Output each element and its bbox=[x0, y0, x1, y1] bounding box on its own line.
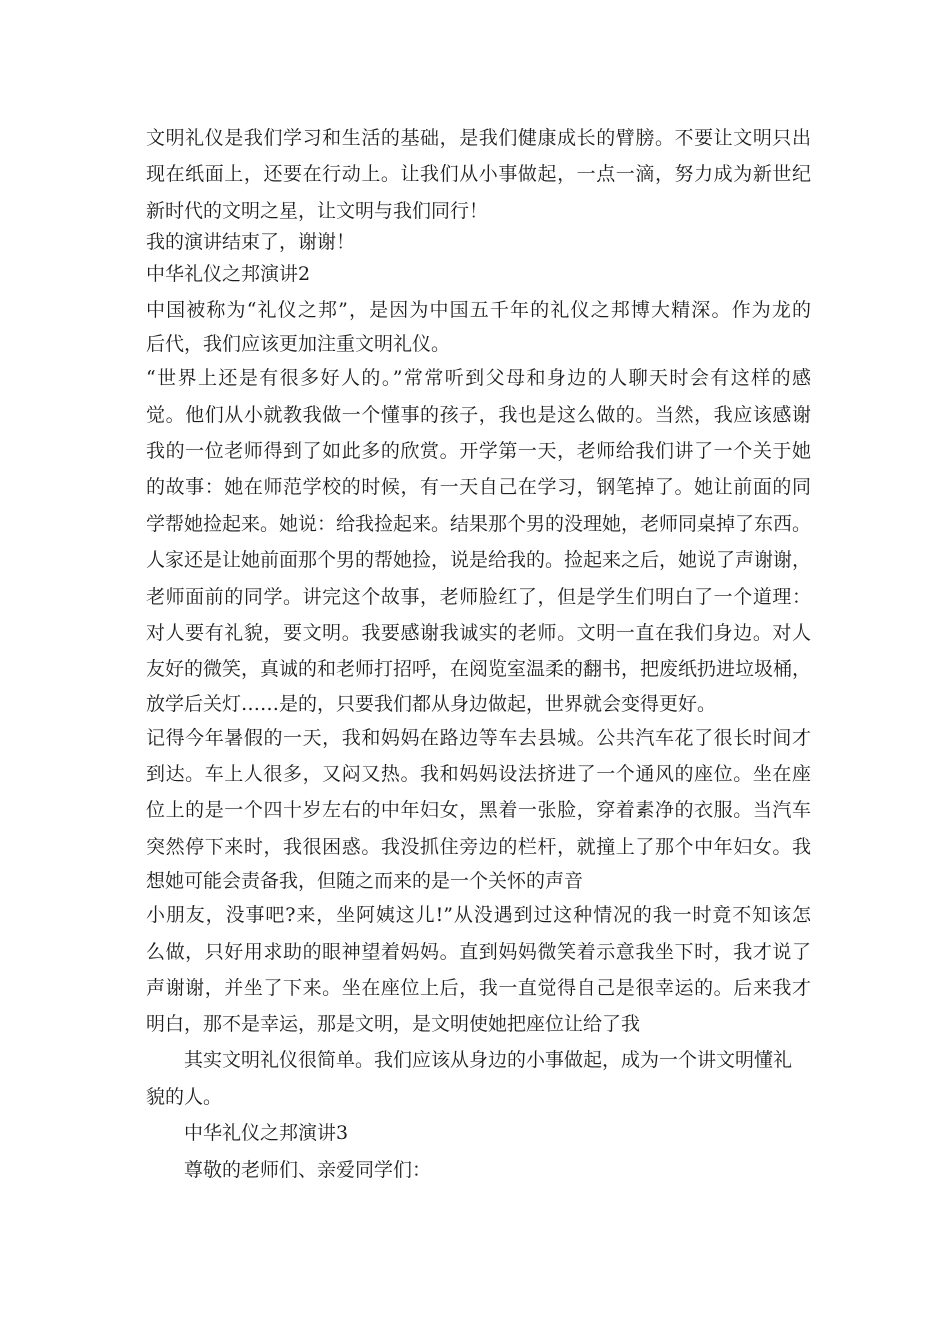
section-heading: 中华礼仪之邦演讲3 bbox=[184, 1122, 349, 1145]
text-line: 后代，我们应该更加注重文明礼仪。 bbox=[146, 333, 451, 356]
text-line: 新时代的文明之星，让文明与我们同行！ bbox=[146, 199, 489, 222]
text-line: 貌的人。 bbox=[146, 1085, 223, 1108]
text-line: 我的演讲结束了，谢谢！ bbox=[146, 231, 356, 254]
text-line: 觉。他们从小就教我做一个懂事的孩子，我也是这么做的。当然，我应该感谢 bbox=[146, 403, 811, 426]
text-line: 明白，那不是幸运，那是文明，是文明使她把座位让给了我 bbox=[146, 1013, 641, 1036]
text-line: 么做，只好用求助的眼神望着妈妈。直到妈妈微笑着示意我坐下时，我才说了 bbox=[146, 940, 811, 963]
text-line: 声谢谢，并坐了下来。坐在座位上后，我一直觉得自己是很幸运的。后来我才 bbox=[146, 977, 811, 1000]
salutation: 尊敬的老师们、亲爱同学们： bbox=[184, 1158, 432, 1181]
text-line: 记得今年暑假的一天，我和妈妈在路边等车去县城。公共汽车花了很长时间才 bbox=[146, 726, 811, 749]
text-line: 想她可能会责备我，但随之而来的是一个关怀的声音 bbox=[146, 870, 584, 893]
text-line: 友好的微笑，真诚的和老师打招呼，在阅览室温柔的翻书，把废纸扔进垃圾桶， bbox=[146, 658, 812, 681]
text-line: 文明礼仪是我们学习和生活的基础，是我们健康成长的臂膀。不要让文明只出 bbox=[146, 127, 811, 149]
text-line: 我的一位老师得到了如此多的欣赏。开学第一天，老师给我们讲了一个关于她 bbox=[146, 439, 811, 462]
text-line: 突然停下来时，我很困惑。我没抓住旁边的栏杆，就撞上了那个中年妇女。我 bbox=[146, 835, 811, 858]
text-line: 老师面前的同学。讲完这个故事，老师脸红了，但是学生们明白了一个道理： bbox=[146, 585, 811, 608]
text-line: 的故事：她在师范学校的时候，有一天自己在学习，钢笔掉了。她让前面的同 bbox=[146, 476, 811, 499]
section-heading: 中华礼仪之邦演讲2 bbox=[146, 263, 311, 286]
document-body bbox=[146, 120, 811, 1188]
text-line: 学帮她捡起来。她说：给我捡起来。结果那个男的没理她，老师同桌掉了东西。 bbox=[146, 512, 812, 535]
text-line: 到达。车上人很多，又闷又热。我和妈妈设法挤进了一个通风的座位。坐在座 bbox=[146, 763, 811, 786]
text-line: 其实文明礼仪很简单。我们应该从身边的小事做起，成为一个讲文明懂礼 bbox=[184, 1049, 793, 1072]
text-line: 位上的是一个四十岁左右的中年妇女，黑着一张脸，穿着素净的衣服。当汽车 bbox=[146, 799, 811, 822]
text-line: 中国被称为“礼仪之邦”，是因为中国五千年的礼仪之邦博大精深。作为龙的 bbox=[146, 299, 811, 322]
text-line: 对人要有礼貌，要文明。我要感谢我诚实的老师。文明一直在我们身边。对人 bbox=[146, 621, 811, 644]
text-line: 人家还是让她前面那个男的帮她捡，说是给我的。捡起来之后，她说了声谢谢， bbox=[146, 549, 812, 572]
text-line: “世界上还是有很多好人的。”常常听到父母和身边的人聊天时会有这样的感 bbox=[146, 367, 811, 390]
text-line: 小朋友，没事吧?来，坐阿姨这儿!”从没遇到过这种情况的我一时竟不知该怎 bbox=[146, 904, 811, 927]
text-line: 现在纸面上，还要在行动上。让我们从小事做起，一点一滴，努力成为新世纪 bbox=[146, 163, 811, 186]
text-line: 放学后关灯……是的，只要我们都从身边做起，世界就会变得更好。 bbox=[146, 692, 717, 715]
